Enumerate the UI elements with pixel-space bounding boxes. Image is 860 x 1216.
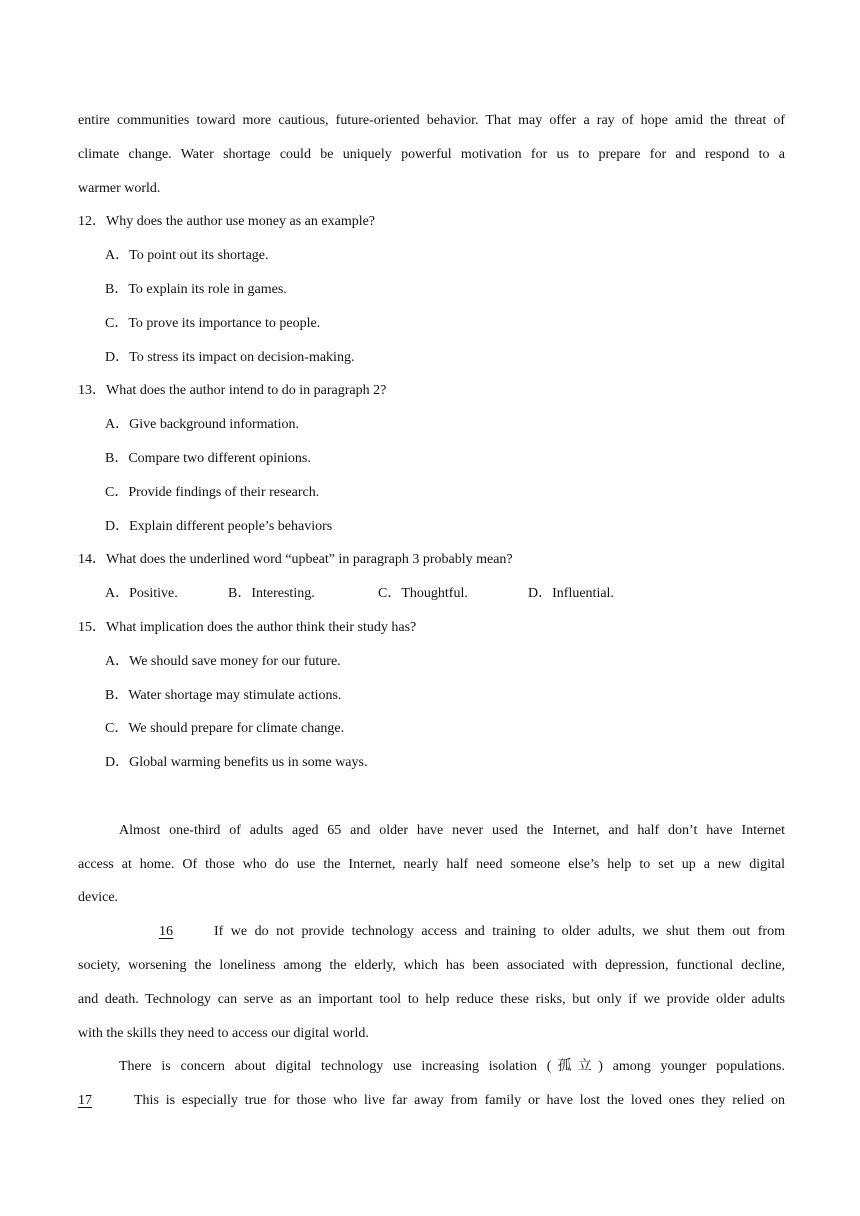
option-text: Explain different people’s behaviors [129,518,333,534]
option-c[interactable] [78,307,785,341]
question-text: What does the underlined word “upbeat” in paragraph 3 probably mean? [106,552,513,568]
option-label: D． [105,518,130,534]
option-text: We should prepare for climate change. [128,721,345,737]
option-label: C． [105,721,129,737]
question-13 [78,374,785,543]
option-label: A． [105,653,130,669]
option-text: Water shortage may stimulate actions. [128,687,342,703]
question-text: Why does the author use money as an example? [106,214,376,230]
option-text: To stress its impact on decision-making. [129,349,355,365]
question-12 [78,205,785,374]
question-14 [78,543,785,611]
passage-line: device. [78,890,119,906]
section-spacer [78,780,785,814]
blank-17[interactable]: 17 [78,1093,92,1109]
passage-line-with-blank [78,1084,785,1118]
option-text: Provide findings of their research. [128,484,320,500]
question-number: 14． [78,552,106,568]
passage-line: and death. Technology can serve as an important tool to help reduce these risks, but only if we provide older adults [78,991,785,1007]
option-text: Compare two different opinions. [128,450,311,466]
passage-line: access at home. Of those who do use the Internet, nearly half need someone else’s help to set up a new digital [78,856,785,872]
passage-line: warmer world. [78,180,161,196]
passage-2 [78,814,785,1118]
option-text: Global warming benefits us in some ways. [129,755,368,771]
option-label: C． [378,586,402,602]
option-text: To point out its shortage. [129,248,269,264]
option-label: C． [105,484,129,500]
option-d[interactable] [78,746,785,780]
option-a[interactable] [105,577,228,611]
option-text: Give background information. [129,417,300,433]
option-label: D． [528,586,553,602]
option-d[interactable] [528,577,614,611]
option-c[interactable] [78,712,785,746]
option-text: Positive. [129,586,178,602]
passage-line: There is concern about digital technology use increasing isolation (孤立) among younger populations. [119,1059,785,1075]
document-page [78,104,785,1118]
passage-text: If we do not provide technology access and training to older adults, we shut them out from [214,924,785,940]
option-b[interactable] [78,442,785,476]
option-a[interactable] [78,645,785,679]
question-stem [78,611,785,645]
option-d[interactable] [78,341,785,375]
option-text: Interesting. [251,586,315,602]
option-label: C． [105,315,129,331]
question-number: 12． [78,214,106,230]
option-label: A． [105,248,130,264]
option-text: Thoughtful. [401,586,468,602]
passage-text: This is especially true for those who live far away from family or have lost the loved ones they relied on [134,1093,785,1109]
passage-line: climate change. Water shortage could be uniquely powerful motivation for us to prepare for and respond to a [78,146,785,162]
option-label: A． [105,417,130,433]
option-label: D． [105,755,130,771]
passage-line: Almost one-third of adults aged 65 and older have never used the Internet, and half don’t have Internet [119,822,785,838]
option-label: B． [105,687,129,703]
question-text: What does the author intend to do in paragraph 2? [106,383,387,399]
option-label: A． [105,586,130,602]
option-c[interactable] [378,577,528,611]
option-text: We should save money for our future. [129,653,341,669]
passage-line: society, worsening the loneliness among the elderly, which has been associated with depression, functional decline, [78,957,785,973]
option-b[interactable] [78,679,785,713]
question-stem [78,543,785,577]
option-d[interactable] [78,510,785,544]
passage-line-with-blank [78,915,785,949]
option-label: B． [105,450,129,466]
option-label: B． [228,586,252,602]
question-stem [78,374,785,408]
option-label: B． [105,281,129,297]
option-c[interactable] [78,476,785,510]
option-b[interactable] [78,273,785,307]
option-a[interactable] [78,408,785,442]
blank-16[interactable]: 16 [159,924,173,940]
question-number: 15． [78,619,106,635]
question-text: What implication does the author think their study has? [106,619,417,635]
options-row [78,577,785,611]
question-15 [78,611,785,780]
option-b[interactable] [228,577,378,611]
option-text: Influential. [552,586,614,602]
passage-line: with the skills they need to access our digital world. [78,1025,369,1041]
option-text: To prove its importance to people. [128,315,321,331]
question-stem [78,205,785,239]
option-text: To explain its role in games. [128,281,287,297]
passage-end [78,104,785,205]
question-number: 13． [78,383,106,399]
passage-line: entire communities toward more cautious, future-oriented behavior. That may offer a ray of hope amid the threat of [78,113,785,128]
option-label: D． [105,349,130,365]
option-a[interactable] [78,239,785,273]
